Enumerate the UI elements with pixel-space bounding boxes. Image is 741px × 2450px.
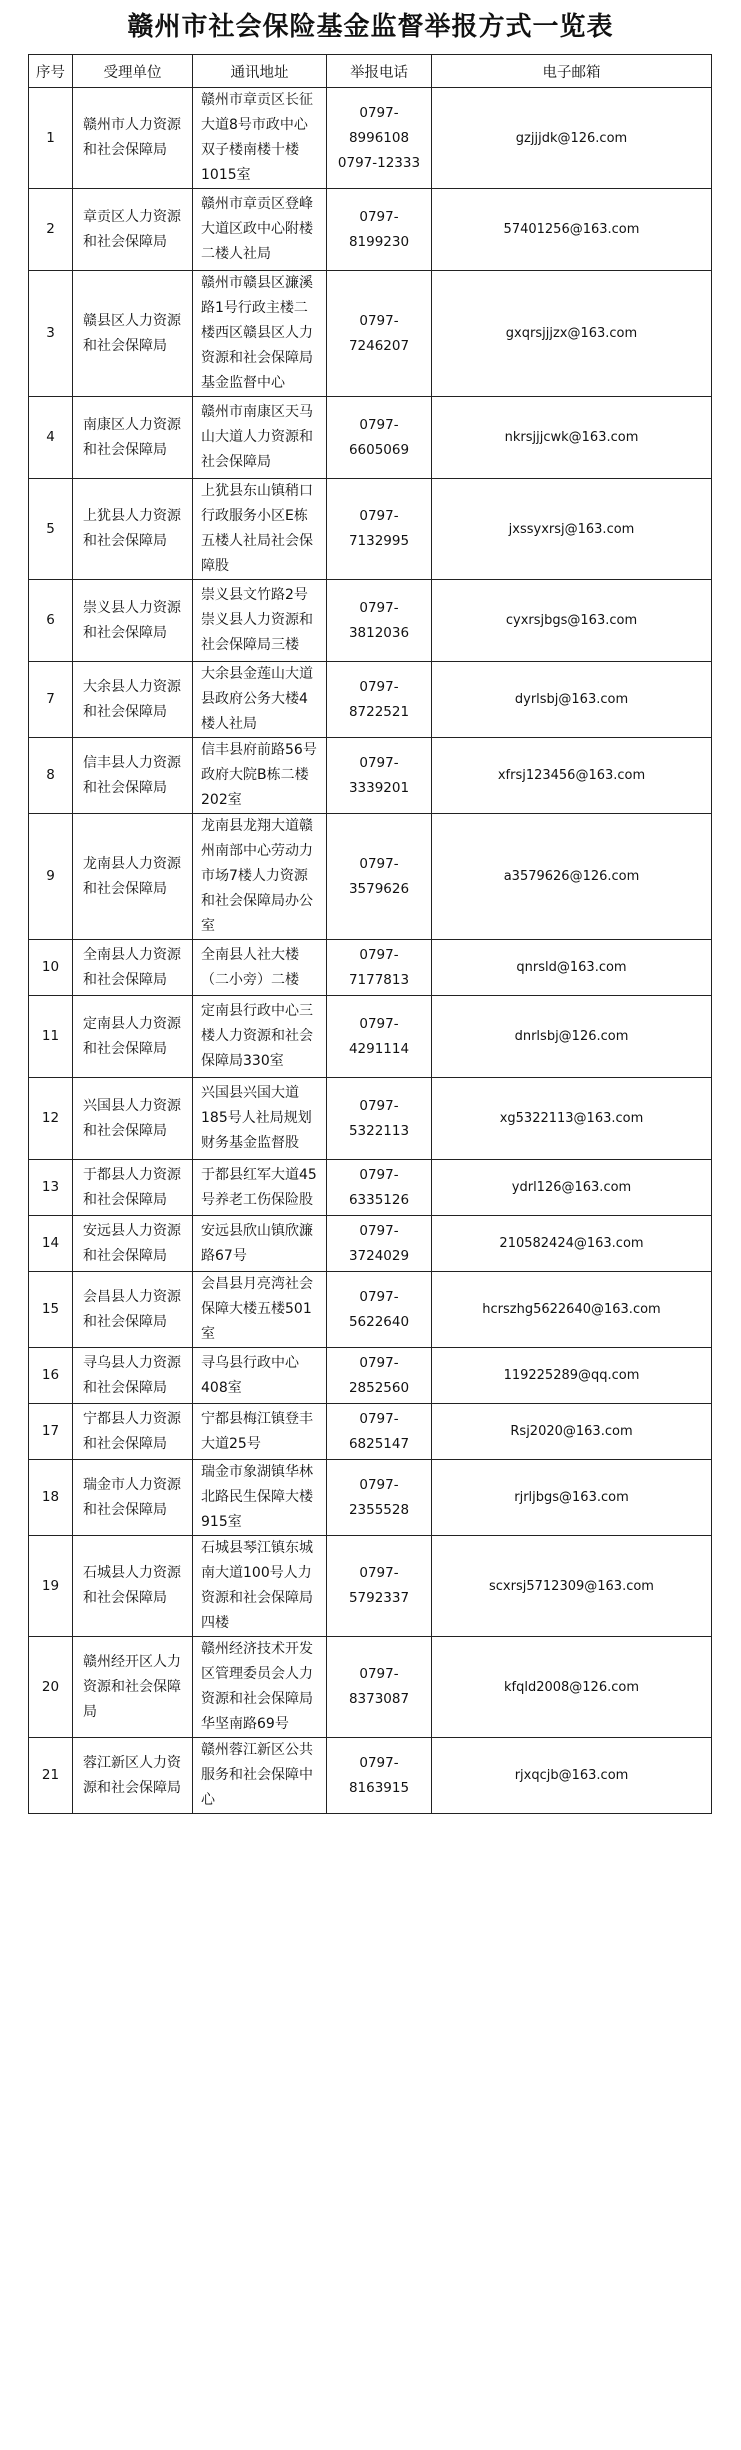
row-number: 14 — [29, 1216, 73, 1272]
table-row — [29, 1738, 712, 1814]
table-row — [29, 814, 712, 940]
row-address: 赣州蓉江新区公共服务和社会保障中心 — [193, 1738, 327, 1814]
row-email: scxrsj5712309@163.com — [432, 1536, 712, 1637]
row-email: gxqrsjjjzx@163.com — [432, 271, 712, 397]
row-address: 上犹县东山镇稍口行政服务小区E栋五楼人社局社会保障股 — [193, 479, 327, 580]
header-address: 通讯地址 — [193, 55, 327, 88]
table-row — [29, 1272, 712, 1348]
row-email: dyrlsbj@163.com — [432, 662, 712, 738]
row-number: 8 — [29, 738, 73, 814]
row-address: 定南县行政中心三楼人力资源和社会保障局330室 — [193, 996, 327, 1078]
row-unit: 上犹县人力资源和社会保障局 — [73, 479, 193, 580]
row-address: 于都县红军大道45号养老工伤保险股 — [193, 1160, 327, 1216]
row-phone: 0797-3339201 — [327, 738, 432, 814]
row-phone: 0797-5322113 — [327, 1078, 432, 1160]
row-unit: 龙南县人力资源和社会保障局 — [73, 814, 193, 940]
table-row — [29, 271, 712, 397]
table-header-row — [29, 55, 712, 88]
row-number: 19 — [29, 1536, 73, 1637]
table-body — [29, 88, 712, 1814]
row-email: 119225289@qq.com — [432, 1348, 712, 1404]
header-unit: 受理单位 — [73, 55, 193, 88]
row-phone: 0797-4291114 — [327, 996, 432, 1078]
row-phone: 0797-8996108 0797-12333 — [327, 88, 432, 189]
row-unit: 蓉江新区人力资源和社会保障局 — [73, 1738, 193, 1814]
row-phone: 0797-7246207 — [327, 271, 432, 397]
row-number: 21 — [29, 1738, 73, 1814]
row-number: 6 — [29, 580, 73, 662]
row-address: 寻乌县行政中心408室 — [193, 1348, 327, 1404]
table-row — [29, 397, 712, 479]
row-address: 赣州市章贡区登峰大道区政中心附楼二楼人社局 — [193, 189, 327, 271]
table-row — [29, 1637, 712, 1738]
row-address: 龙南县龙翔大道赣州南部中心劳动力市场7楼人力资源和社会保障局办公室 — [193, 814, 327, 940]
header-email: 电子邮箱 — [432, 55, 712, 88]
row-number: 1 — [29, 88, 73, 189]
row-phone: 0797-8722521 — [327, 662, 432, 738]
row-number: 2 — [29, 189, 73, 271]
row-email: dnrlsbj@126.com — [432, 996, 712, 1078]
header-phone: 举报电话 — [327, 55, 432, 88]
row-unit: 全南县人力资源和社会保障局 — [73, 940, 193, 996]
table-row — [29, 662, 712, 738]
row-address: 安远县欣山镇欣濂路67号 — [193, 1216, 327, 1272]
page-title: 赣州市社会保险基金监督举报方式一览表 — [127, 12, 614, 42]
row-email: Rsj2020@163.com — [432, 1404, 712, 1460]
row-email: ydrl126@163.com — [432, 1160, 712, 1216]
row-address: 赣州经济技术开发区管理委员会人力资源和社会保障局华坚南路69号 — [193, 1637, 327, 1738]
report-contacts-table — [28, 54, 712, 1814]
table-row — [29, 738, 712, 814]
table-row — [29, 1460, 712, 1536]
row-unit: 安远县人力资源和社会保障局 — [73, 1216, 193, 1272]
row-email: kfqld2008@126.com — [432, 1637, 712, 1738]
row-address: 石城县琴江镇东城南大道100号人力资源和社会保障局四楼 — [193, 1536, 327, 1637]
row-phone: 0797-3724029 — [327, 1216, 432, 1272]
row-unit: 会昌县人力资源和社会保障局 — [73, 1272, 193, 1348]
row-phone: 0797-7132995 — [327, 479, 432, 580]
row-number: 5 — [29, 479, 73, 580]
row-phone: 0797-8373087 — [327, 1637, 432, 1738]
table-row — [29, 1078, 712, 1160]
row-phone: 0797-6825147 — [327, 1404, 432, 1460]
row-address: 信丰县府前路56号政府大院B栋二楼202室 — [193, 738, 327, 814]
row-email: 57401256@163.com — [432, 189, 712, 271]
row-phone: 0797-5792337 — [327, 1536, 432, 1637]
row-phone: 0797-6335126 — [327, 1160, 432, 1216]
row-email: xfrsj123456@163.com — [432, 738, 712, 814]
row-unit: 章贡区人力资源和社会保障局 — [73, 189, 193, 271]
row-unit: 赣县区人力资源和社会保障局 — [73, 271, 193, 397]
row-unit: 寻乌县人力资源和社会保障局 — [73, 1348, 193, 1404]
row-address: 兴国县兴国大道185号人社局规划财务基金监督股 — [193, 1078, 327, 1160]
row-email: rjrljbgs@163.com — [432, 1460, 712, 1536]
row-email: xg5322113@163.com — [432, 1078, 712, 1160]
table-row — [29, 580, 712, 662]
row-email: cyxrsjbgs@163.com — [432, 580, 712, 662]
row-address: 赣州市南康区天马山大道人力资源和社会保障局 — [193, 397, 327, 479]
row-number: 4 — [29, 397, 73, 479]
row-email: hcrszhg5622640@163.com — [432, 1272, 712, 1348]
row-number: 9 — [29, 814, 73, 940]
row-unit: 南康区人力资源和社会保障局 — [73, 397, 193, 479]
row-phone: 0797-2355528 — [327, 1460, 432, 1536]
table-row — [29, 940, 712, 996]
row-email: a3579626@126.com — [432, 814, 712, 940]
row-unit: 大余县人力资源和社会保障局 — [73, 662, 193, 738]
table-row — [29, 1216, 712, 1272]
row-phone: 0797-6605069 — [327, 397, 432, 479]
row-unit: 崇义县人力资源和社会保障局 — [73, 580, 193, 662]
row-number: 7 — [29, 662, 73, 738]
row-number: 18 — [29, 1460, 73, 1536]
header-no: 序号 — [29, 55, 73, 88]
table-row — [29, 88, 712, 189]
table-row — [29, 1160, 712, 1216]
row-number: 15 — [29, 1272, 73, 1348]
row-unit: 石城县人力资源和社会保障局 — [73, 1536, 193, 1637]
row-address: 全南县人社大楼（二小旁）二楼 — [193, 940, 327, 996]
row-unit: 兴国县人力资源和社会保障局 — [73, 1078, 193, 1160]
row-email: nkrsjjjcwk@163.com — [432, 397, 712, 479]
row-address: 宁都县梅江镇登丰大道25号 — [193, 1404, 327, 1460]
row-phone: 0797-2852560 — [327, 1348, 432, 1404]
row-email: qnrsld@163.com — [432, 940, 712, 996]
row-phone: 0797-5622640 — [327, 1272, 432, 1348]
table-row — [29, 189, 712, 271]
row-unit: 瑞金市人力资源和社会保障局 — [73, 1460, 193, 1536]
table-row — [29, 1348, 712, 1404]
row-unit: 宁都县人力资源和社会保障局 — [73, 1404, 193, 1460]
row-unit: 赣州市人力资源和社会保障局 — [73, 88, 193, 189]
table-row — [29, 1404, 712, 1460]
row-address: 瑞金市象湖镇华林北路民生保障大楼915室 — [193, 1460, 327, 1536]
row-address: 崇义县文竹路2号崇义县人力资源和社会保障局三楼 — [193, 580, 327, 662]
row-number: 11 — [29, 996, 73, 1078]
row-number: 10 — [29, 940, 73, 996]
row-unit: 赣州经开区人力资源和社会保障局 — [73, 1637, 193, 1738]
row-address: 赣州市赣县区濂溪路1号行政主楼二楼西区赣县区人力资源和社会保障局基金监督中心 — [193, 271, 327, 397]
row-email: jxssyxrsj@163.com — [432, 479, 712, 580]
row-address: 大余县金莲山大道县政府公务大楼4楼人社局 — [193, 662, 327, 738]
row-phone: 0797-3812036 — [327, 580, 432, 662]
row-email: gzjjjdk@126.com — [432, 88, 712, 189]
row-number: 13 — [29, 1160, 73, 1216]
row-phone: 0797-7177813 — [327, 940, 432, 996]
row-address: 会昌县月亮湾社会保障大楼五楼501室 — [193, 1272, 327, 1348]
row-phone: 0797-3579626 — [327, 814, 432, 940]
row-number: 17 — [29, 1404, 73, 1460]
row-unit: 信丰县人力资源和社会保障局 — [73, 738, 193, 814]
row-number: 20 — [29, 1637, 73, 1738]
row-email: 210582424@163.com — [432, 1216, 712, 1272]
table-row — [29, 996, 712, 1078]
row-address: 赣州市章贡区长征大道8号市政中心双子楼南楼十楼1015室 — [193, 88, 327, 189]
row-email: rjxqcjb@163.com — [432, 1738, 712, 1814]
row-phone: 0797-8199230 — [327, 189, 432, 271]
row-phone: 0797-8163915 — [327, 1738, 432, 1814]
row-unit: 定南县人力资源和社会保障局 — [73, 996, 193, 1078]
row-number: 3 — [29, 271, 73, 397]
row-unit: 于都县人力资源和社会保障局 — [73, 1160, 193, 1216]
row-number: 16 — [29, 1348, 73, 1404]
table-row — [29, 1536, 712, 1637]
table-row — [29, 479, 712, 580]
row-number: 12 — [29, 1078, 73, 1160]
